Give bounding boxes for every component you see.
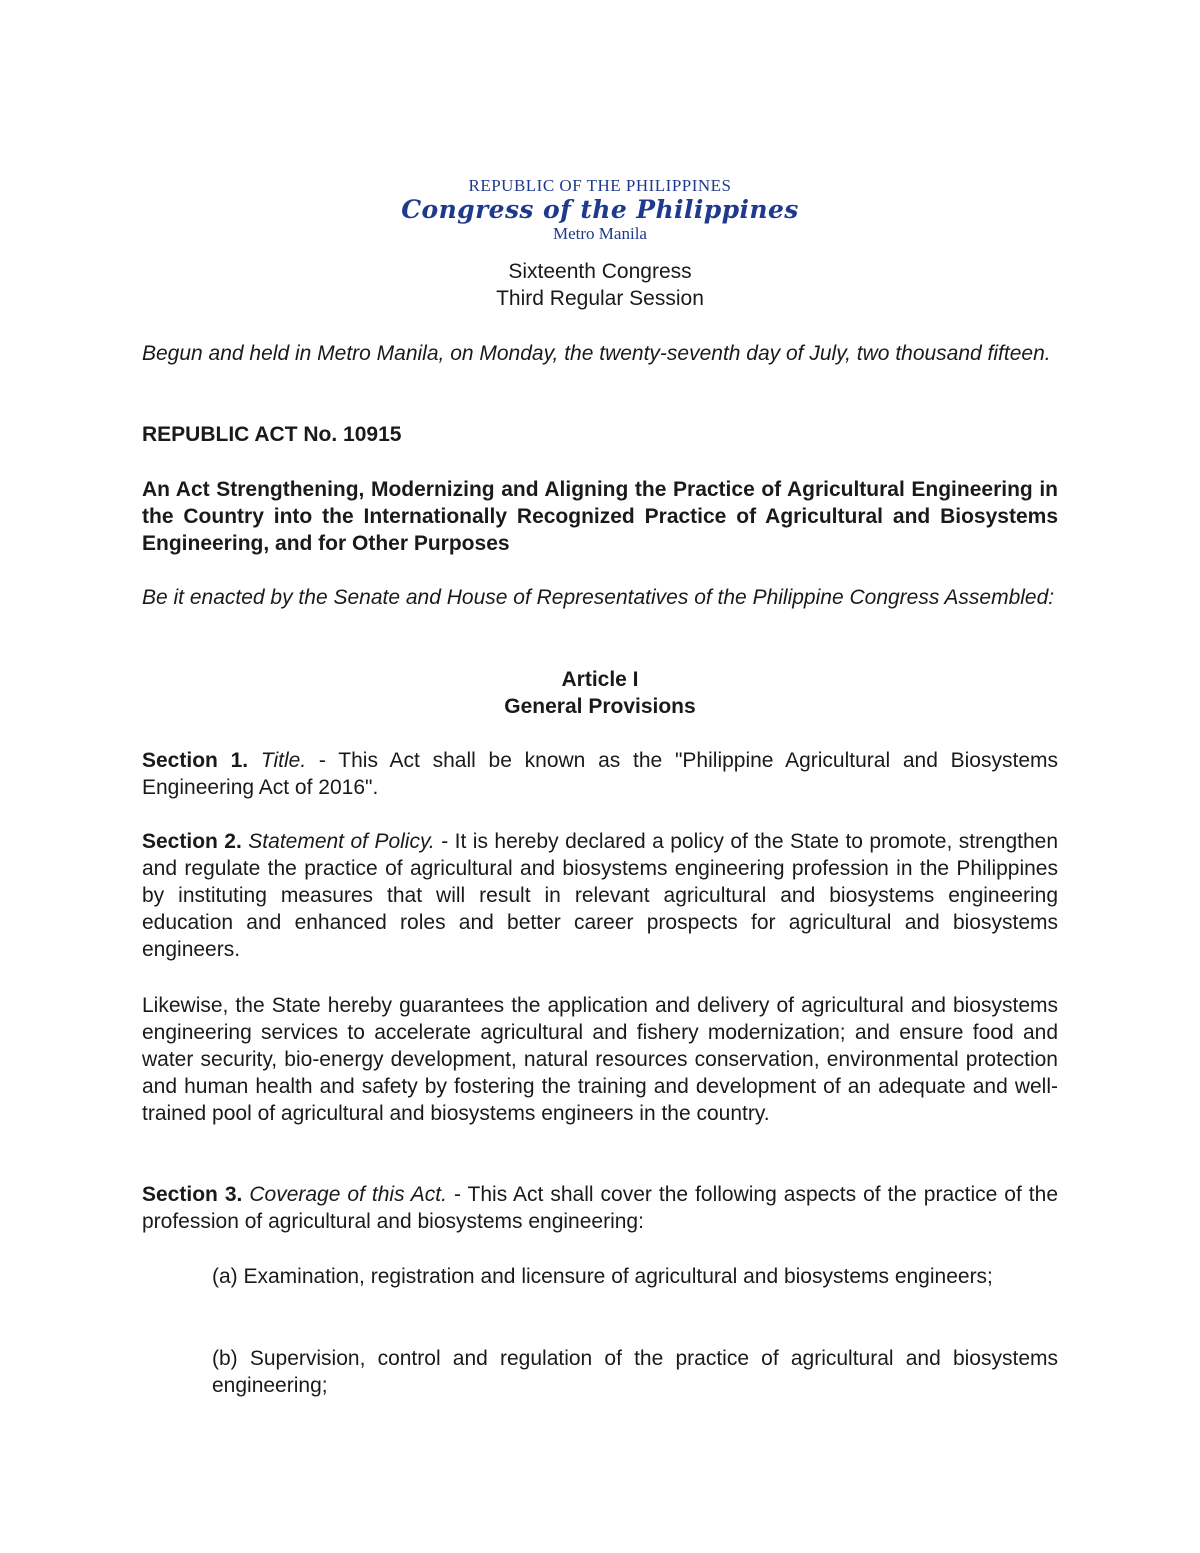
section-1-heading: Title. bbox=[260, 749, 307, 772]
section-2-heading: Statement of Policy. bbox=[248, 830, 435, 853]
coverage-item-a: (a) Examination, registration and licensure of agricultural and biosystems engineers; bbox=[212, 1265, 993, 1288]
seal-congress-text: Congress of the Philippines bbox=[401, 195, 799, 224]
section-3-heading: Coverage of this Act. bbox=[249, 1183, 447, 1206]
act-number: REPUBLIC ACT No. 10915 bbox=[142, 423, 402, 446]
congress-number: Sixteenth Congress bbox=[508, 260, 692, 283]
session-name: Third Regular Session bbox=[496, 287, 704, 310]
begun-statement: Begun and held in Metro Manila, on Monday, the twenty-seventh day of July, two thousand fifteen. bbox=[142, 342, 1051, 365]
section-3-label: Section 3. bbox=[142, 1183, 243, 1206]
section-2-paragraph-2: Likewise, the State hereby guarantees the application and delivery of agricultural and biosystems engineering services to accelerate agricultural and fishery modernization; and ensure food and water security, bio-energy development, natural resources conservation, environmental protection and human health and safety by fostering the training and development of an adequate and well-trained pool of agricultural and biosystems engineers in the country. bbox=[142, 994, 1058, 1125]
section-2-text: - It is hereby declared a policy of the State to promote, strengthen and regulate the practice of agricultural and biosystems engineering profession in the Philippines by instituting measures that will result in relevant agricultural and biosystems engineering education and enhanced roles and better career prospects for agricultural and biosystems engineers. bbox=[142, 830, 1059, 961]
coverage-item-b: (b) Supervision, control and regulation of the practice of agricultural and biosystems engineering; bbox=[212, 1347, 1058, 1397]
section-3 bbox=[142, 1181, 1058, 1235]
seal-location-text: Metro Manila bbox=[553, 224, 647, 243]
section-1-label: Section 1. bbox=[142, 749, 249, 772]
article-title: General Provisions bbox=[504, 695, 696, 718]
act-title: An Act Strengthening, Modernizing and Aligning the Practice of Agricultural Engineering in the Country into the Internationally Recognized Practice of Agricultural and Biosystems Engineering, and for Other Purposes bbox=[142, 478, 1058, 555]
section-1 bbox=[142, 747, 1058, 801]
section-1-text: - This Act shall be known as the "Philippine Agricultural and Biosystems Engineering Act of 2016". bbox=[142, 749, 1058, 799]
section-2-label: Section 2. bbox=[142, 830, 242, 853]
congress-seal-header bbox=[0, 176, 1200, 244]
article-number: Article I bbox=[561, 668, 639, 691]
section-2 bbox=[142, 828, 1058, 963]
seal-republic-text: REPUBLIC OF THE PHILIPPINES bbox=[468, 176, 732, 195]
section-3-text: - This Act shall cover the following aspects of the practice of the profession of agricultural and biosystems engineering: bbox=[142, 1183, 1059, 1233]
enacting-clause: Be it enacted by the Senate and House of Representatives of the Philippine Congress Assembled: bbox=[142, 586, 1055, 609]
